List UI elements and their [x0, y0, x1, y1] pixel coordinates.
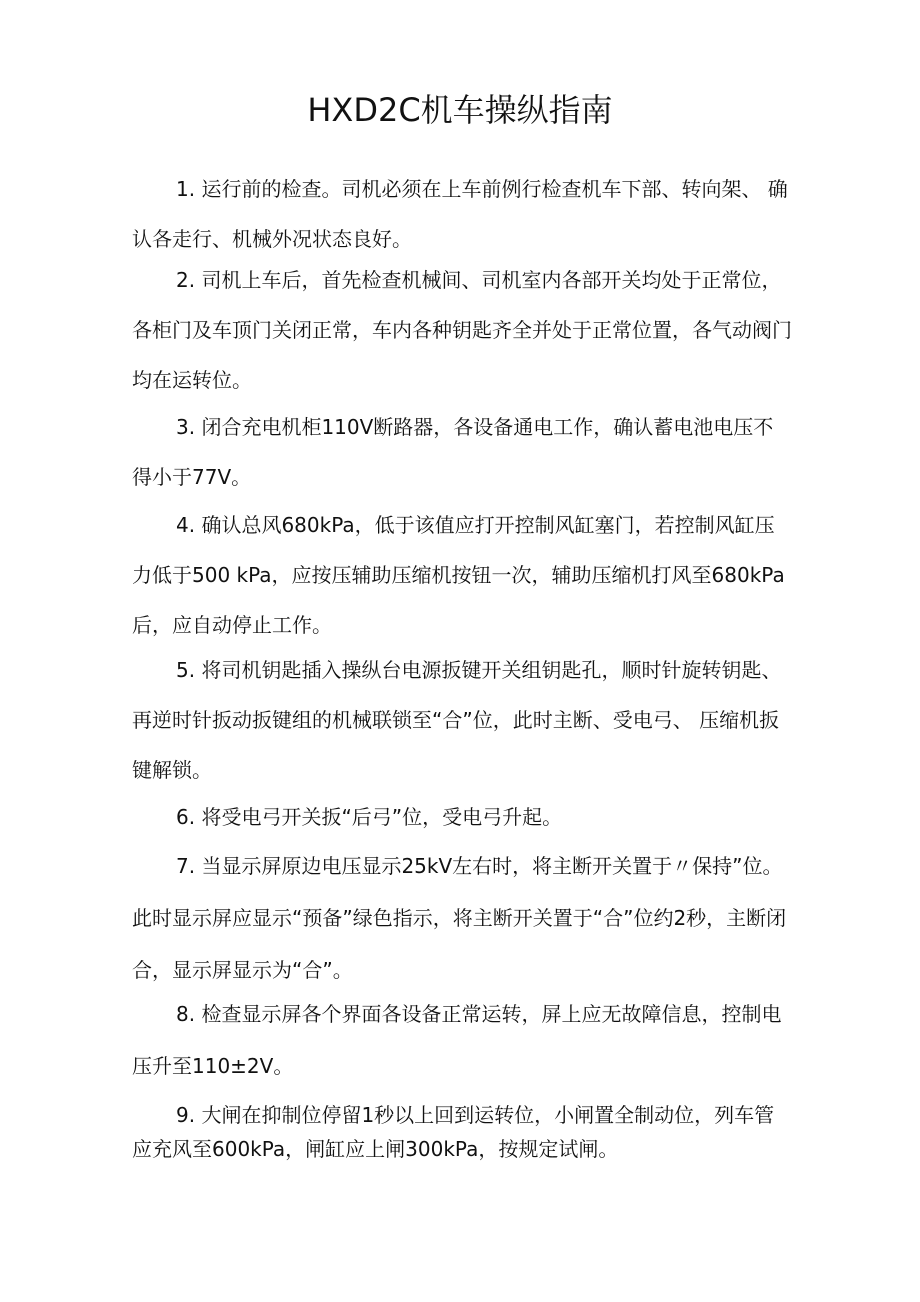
paragraph-3: 3. 闭合充电机柜110V断路器，各设备通电工作，确认蓄电池电压不得小于77V。 — [132, 415, 774, 489]
paragraph-1: 1. 运行前的检查。司机必须在上车前例行检查机车下部、转向架、 确认各走行、机械外况状态良好。 — [132, 177, 788, 251]
paragraph-2: 2. 司机上车后，首先检查机械间、司机室内各部开关均处于正常位，各柜门及车顶门关闭正常，车内各种钥匙齐全并处于正常位置，各气动阀门均在运转位。 — [132, 268, 792, 392]
paragraph-9: 9. 大闸在抑制位停留1秒以上回到运转位，小闸置全制动位，列车管应充风至600kPa，闸缸应上闸300kPa，按规定试闸。 — [132, 1103, 775, 1161]
paragraph-4: 4. 确认总风680kPa，低于该值应打开控制风缸塞门，若控制风缸压力低于500 kPa，应按压辅助压缩机按钮一次，辅助压缩机打风至680kPa后，应自动停止工作。 — [132, 513, 785, 637]
document-title: HXD2C机车操纵指南 — [307, 91, 613, 129]
paragraph-7: 7. 当显示屏原边电压显示25kV左右时，将主断开关置于〃保持”位。此时显示屏应显示“预备”绿色指示，将主断开关置于“合”位约2秒，主断闭合，显示屏显示为“合”。 — [132, 854, 787, 982]
paragraph-5: 5. 将司机钥匙插入操纵台电源扳键开关组钥匙孔，顺时针旋转钥匙、再逆时针扳动扳键组的机械联锁至“合”位，此时主断、受电弓、 压缩机扳键解锁。 — [132, 658, 782, 782]
paragraph-8: 8. 检查显示屏各个界面各设备正常运转，屏上应无故障信息，控制电压升至110±2V。 — [132, 1002, 782, 1078]
paragraph-6: 6. 将受电弓开关扳“后弓”位，受电弓升起。 — [176, 805, 563, 829]
